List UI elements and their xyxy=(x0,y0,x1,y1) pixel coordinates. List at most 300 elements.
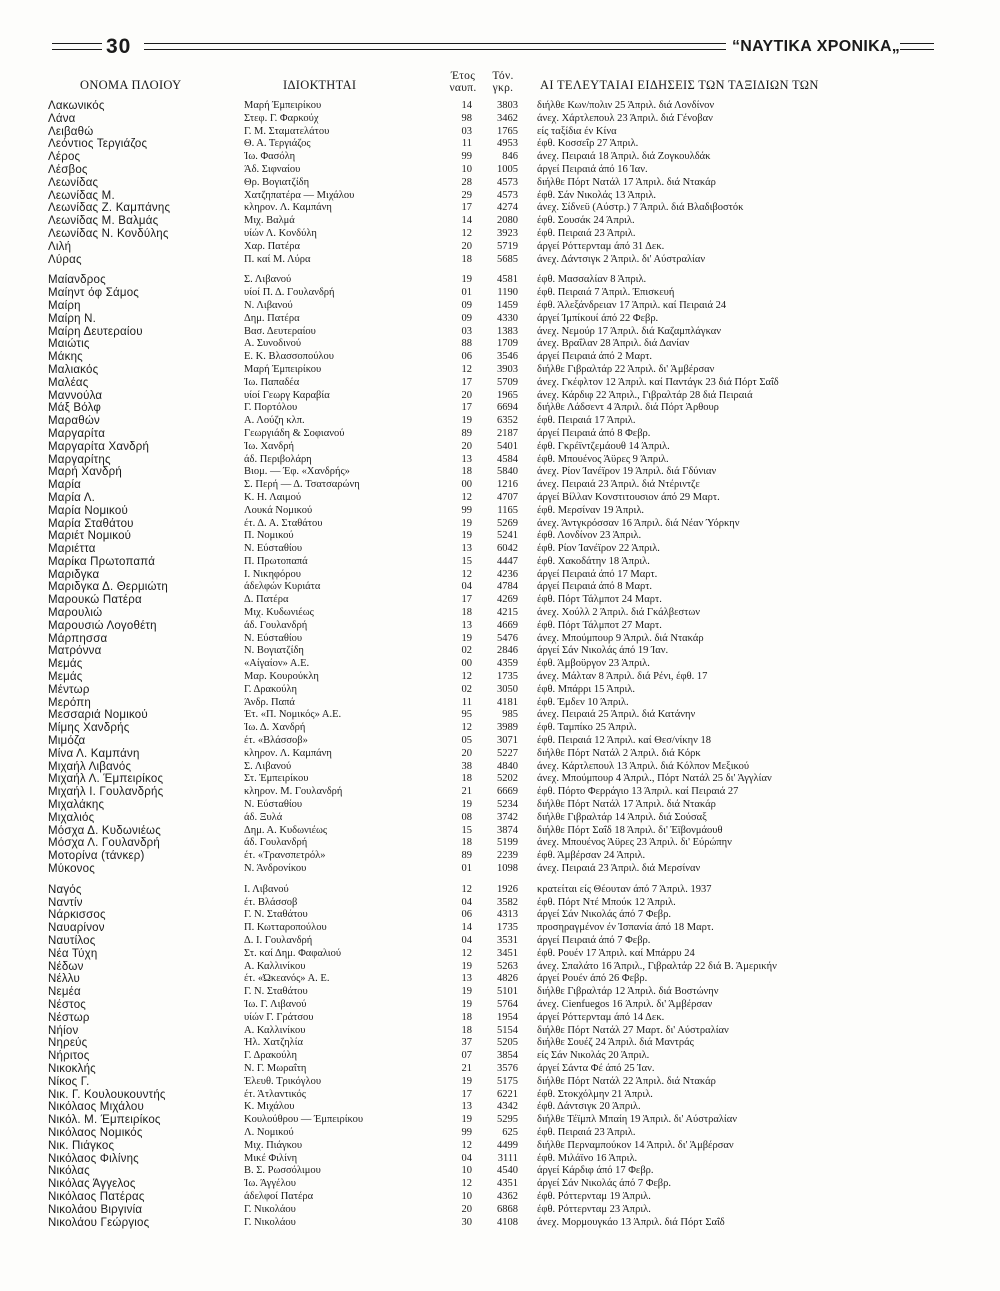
build-year: 06 xyxy=(461,351,472,363)
table-row xyxy=(0,415,1000,428)
voyage-news: διήλθε Πόρτ Νατάλ 2 Άπριλ. διά Κόρκ xyxy=(537,747,701,759)
tonnage: 4573 xyxy=(497,189,518,201)
voyage-news: διήλθε Πόρτ Νατάλ 17 Άπριλ. διά Ντακάρ xyxy=(537,176,716,188)
build-year: 19 xyxy=(461,1075,472,1087)
table-row xyxy=(0,948,1000,961)
table-row xyxy=(0,709,1000,722)
voyage-news: άνεχ. Μπουένος Άϋρες 23 Άπριλ. δι' Εύρώπην xyxy=(537,837,732,849)
table-row xyxy=(0,897,1000,910)
tonnage: 4181 xyxy=(497,696,518,708)
table-row xyxy=(0,722,1000,735)
build-year: 14 xyxy=(461,100,472,111)
ship-owner: Δημ. Α. Κυδωνιέως xyxy=(244,824,328,836)
voyage-news: έφθ. Μπουένος Άϋρες 9 Άπριλ. xyxy=(537,453,669,465)
voyage-news: άνεχ. Cienfuegos 16 Άπριλ. δι' Άμβέρσαν xyxy=(537,998,713,1010)
build-year: 19 xyxy=(461,1114,472,1126)
ship-owner: Βιομ. — Έφ. «Χανδρής» xyxy=(244,466,350,478)
ship-name: Μιχαλιός xyxy=(48,811,95,824)
voyage-news: είς ταξίδια έν Κίνα xyxy=(537,125,617,137)
tonnage: 1098 xyxy=(497,863,518,875)
ship-owner: Άδ. Σιφναίου xyxy=(244,163,301,175)
ship-owner: έτ. «Ώκεανός» Α. Ε. xyxy=(244,973,330,985)
voyage-news: έφθ. Πόρτ Τάλμποτ 27 Μαρτ. xyxy=(537,619,662,631)
ship-owner: άδελφών Κυριάτα xyxy=(244,581,321,593)
ship-group xyxy=(0,100,1000,266)
ship-name: Ναυαρίνον xyxy=(48,922,105,935)
build-year: 18 xyxy=(461,466,472,478)
table-row xyxy=(0,684,1000,697)
build-year: 12 xyxy=(461,883,472,895)
voyage-news: άργεί Σάν Νικολάς άπό 19 Ίαν. xyxy=(537,645,669,657)
build-year: 15 xyxy=(461,824,472,836)
ship-owner: Μαρή Έμπειρίκου xyxy=(244,100,322,111)
build-year: 17 xyxy=(461,1088,472,1100)
ship-name: Νικόλ. Μ. Έμπειρίκος xyxy=(48,1114,161,1127)
ship-owner: Στ. καί Δημ. Φαφαλιού xyxy=(244,947,342,959)
tonnage: 1735 xyxy=(497,922,518,934)
tonnage: 5269 xyxy=(497,517,518,529)
tonnage: 2080 xyxy=(497,215,518,227)
ship-name: Νέδων xyxy=(48,960,84,973)
ship-owner: Ίω. Χανδρή xyxy=(244,440,294,452)
voyage-news: άνεχ. Πειραιά 25 Άπριλ. διά Κατάνην xyxy=(537,709,696,721)
ship-owner: Μιχ. Πιάγκου xyxy=(244,1139,303,1151)
voyage-news: έφθ. Ρουέν 17 Άπριλ. καί Μπάρρυ 24 xyxy=(537,947,695,959)
table-row xyxy=(0,645,1000,658)
tonnage: 4584 xyxy=(497,453,518,465)
voyage-news: έφθ. Μασσαλίαν 8 Άπριλ. xyxy=(537,274,647,286)
voyage-news: είς Σάν Νικολάς 20 Άπριλ. xyxy=(537,1050,650,1062)
build-year: 98 xyxy=(461,112,472,124)
tonnage: 3531 xyxy=(497,935,518,946)
tonnage: 1765 xyxy=(497,125,518,137)
tonnage: 625 xyxy=(502,1126,518,1138)
tonnage: 4499 xyxy=(497,1139,518,1151)
build-year: 14 xyxy=(461,215,472,227)
build-year: 08 xyxy=(461,811,472,823)
ship-name: Ναντίν xyxy=(48,896,83,909)
table-row xyxy=(0,274,1000,287)
table-row xyxy=(0,1076,1000,1089)
build-year: 01 xyxy=(461,863,472,875)
ship-owner: άδ. Γουλανδρή xyxy=(244,619,308,631)
ship-name: Μερόπη xyxy=(48,696,92,709)
build-year: 18 xyxy=(461,607,472,619)
table-row xyxy=(0,1063,1000,1076)
table-row xyxy=(0,228,1000,241)
page-header xyxy=(52,36,934,58)
ship-owner: Β. Σ. Ρωσσόλιμου xyxy=(244,1165,321,1177)
build-year: 12 xyxy=(461,1139,472,1151)
ship-owner: Ν. Εύσταθίου xyxy=(244,632,303,644)
table-row xyxy=(0,190,1000,203)
ship-owner: Γ. Δρακούλη xyxy=(244,683,297,695)
tonnage: 6352 xyxy=(497,415,518,427)
ship-name: Λέσβος xyxy=(48,163,88,176)
ship-owner: Ν. Γ. Μωραΐτη xyxy=(244,1062,307,1074)
ship-owner: Π. Νομικού xyxy=(244,530,294,542)
tonnage: 1165 xyxy=(497,504,518,516)
ship-name: Μαλιακός xyxy=(48,363,99,376)
ship-owner: άδ. Περιβολάρη xyxy=(244,453,312,465)
voyage-news: διήλθε Πόρτ Σαΐδ 18 Άπριλ. δι' Έϊβονμάουθ xyxy=(537,824,723,836)
tonnage: 5175 xyxy=(497,1075,518,1087)
voyage-news: άνεχ. Νεμούρ 17 Άπριλ. διά Καζαμπλάγκαν xyxy=(537,325,722,337)
ship-owner: έτ. Άτλαντικός xyxy=(244,1088,306,1100)
ship-name: Λέρος xyxy=(48,151,81,164)
tonnage: 3462 xyxy=(497,112,518,124)
build-year: 12 xyxy=(461,1178,472,1190)
voyage-news: κρατείται είς Θέουταν άπό 7 Άπριλ. 1937 xyxy=(537,883,712,895)
ship-name: Μαρουσιώ Λογοθέτη xyxy=(48,619,157,632)
voyage-news: άργεί Βίλλαν Κονστιτουσιον άπό 29 Μαρτ. xyxy=(537,491,720,503)
build-year: 13 xyxy=(461,973,472,985)
ship-name: Μαρία Νομικού xyxy=(48,504,128,517)
build-year: 03 xyxy=(461,325,472,337)
voyage-news: έφθ. Ρόττερνταμ 23 Άπριλ. xyxy=(537,1203,651,1215)
voyage-news: άνεχ. Κάρτλεπουλ 13 Άπριλ. διά Κόλπον Μεξικού xyxy=(537,760,750,772)
table-row xyxy=(0,126,1000,139)
voyage-news: διήλθε Κων/πολιν 25 Άπριλ. διά Λονδίνον xyxy=(537,100,715,111)
ship-name: Μαίανδρος xyxy=(48,274,106,287)
table-row xyxy=(0,812,1000,825)
voyage-news: έφθ. Λονδίνον 23 Άπριλ. xyxy=(537,530,642,542)
ship-group xyxy=(0,274,1000,875)
table-row xyxy=(0,177,1000,190)
ship-name: Νικολάου Βιργινία xyxy=(48,1203,143,1216)
ship-name: Μάκης xyxy=(48,351,83,364)
tonnage: 5709 xyxy=(497,376,518,388)
build-year: 13 xyxy=(461,1101,472,1113)
ship-name: Νικ. Γ. Κουλουκουντής xyxy=(48,1088,166,1101)
ship-owner: υίοί Π. Δ. Γουλανδρή xyxy=(244,287,335,299)
ship-name: Ματρόννα xyxy=(48,645,102,658)
voyage-news: άνεχ. Μπούμπουρ 4 Άπριλ., Πόρτ Νατάλ 25 δι' Άγγλίαν xyxy=(537,773,772,785)
table-row xyxy=(0,884,1000,897)
table-row xyxy=(0,466,1000,479)
build-year: 20 xyxy=(461,1203,472,1215)
tonnage: 4342 xyxy=(497,1101,518,1113)
table-row xyxy=(0,1025,1000,1038)
ship-name: Μαργαρίτα xyxy=(48,427,106,440)
ship-name: Μάρπησσα xyxy=(48,632,108,645)
ship-owner: Γ. Πορτόλου xyxy=(244,402,298,414)
ship-owner: Α. Λούζη κλπ. xyxy=(244,415,305,427)
build-year: 02 xyxy=(461,683,472,695)
build-year: 19 xyxy=(461,960,472,972)
ship-name: Μοτορίνα (τάνκερ) xyxy=(48,850,145,863)
table-row xyxy=(0,922,1000,935)
build-year: 20 xyxy=(461,389,472,401)
ship-owner: Μαρ. Κουρούκλη xyxy=(244,671,319,683)
ship-owner: κληρον. Λ. Καμπάνη xyxy=(244,202,332,214)
ship-name: Μαριδγκα Δ. Θερμιώτη xyxy=(48,581,168,594)
table-row xyxy=(0,1165,1000,1178)
voyage-news: διήλθε Τέϊμπλ Μπαίη 19 Άπριλ. δι' Αύστραλίαν xyxy=(537,1114,737,1126)
build-year: 05 xyxy=(461,735,472,747)
table-row xyxy=(0,581,1000,594)
ship-owner: Γεωργιάδη & Σοφιανού xyxy=(244,427,345,439)
ship-owner: κληρον. Μ. Γουλανδρή xyxy=(244,786,343,798)
build-year: 99 xyxy=(461,1126,472,1138)
table-row xyxy=(0,202,1000,215)
voyage-news: έφθ. Μιλάϊνο 16 Άπριλ. xyxy=(537,1152,638,1164)
ship-name: Νικόλας xyxy=(48,1165,90,1178)
ship-name: Νικ. Πιάγκος xyxy=(48,1139,115,1152)
table-row xyxy=(0,254,1000,267)
tonnage: 3903 xyxy=(497,363,518,375)
build-year: 18 xyxy=(461,1011,472,1023)
ship-name: Νικόλαος Πατέρας xyxy=(48,1190,145,1203)
tonnage: 4573 xyxy=(497,176,518,188)
tonnage: 3546 xyxy=(497,351,518,363)
tonnage: 2187 xyxy=(497,427,518,439)
voyage-news: άνεχ. Σίδνεϋ (Αύστρ.) 7 Άπριλ. διά Βλαδιβοστόκ xyxy=(537,202,744,214)
tonnage: 2846 xyxy=(497,645,518,657)
tonnage: 4784 xyxy=(497,581,518,593)
build-year: 18 xyxy=(461,253,472,265)
ship-name: Μιμόζα xyxy=(48,735,86,748)
table-row xyxy=(0,1178,1000,1191)
table-row xyxy=(0,658,1000,671)
tonnage: 5101 xyxy=(497,986,518,998)
ship-owner: Κ. Μιχάλου xyxy=(244,1101,295,1113)
tonnage: 6669 xyxy=(497,786,518,798)
build-year: 19 xyxy=(461,986,472,998)
voyage-news: έφθ. Μπάρρι 15 Άπριλ. xyxy=(537,683,636,695)
build-year: 99 xyxy=(461,151,472,163)
ship-name: Λεόντιος Τεργιάζος xyxy=(48,138,148,151)
tonnage: 3989 xyxy=(497,722,518,734)
ship-name: Λιλή xyxy=(48,240,72,253)
tonnage: 2239 xyxy=(497,850,518,862)
ship-name: Ναυτίλος xyxy=(48,935,96,947)
ship-owner: Γ. Δρακούλη xyxy=(244,1050,297,1062)
ship-owner: Ίω. Παπαδέα xyxy=(244,376,300,388)
ship-name: Νικοκλής xyxy=(48,1062,96,1075)
voyage-news: άργεί Σάντα Φέ άπό 25 Ίαν. xyxy=(537,1062,655,1074)
voyage-news: άνεχ. Πειραιά 18 Άπριλ. διά Ζογκουλδάκ xyxy=(537,151,711,163)
tonnage: 5241 xyxy=(497,530,518,542)
table-row xyxy=(0,999,1000,1012)
page-number: 30 xyxy=(106,35,132,58)
ship-owner: Λουκά Νομικού xyxy=(244,504,313,516)
ship-group xyxy=(0,884,1000,1230)
voyage-news: έφθ. Ρίον Ίανέϊρον 22 Άπριλ. xyxy=(537,543,660,555)
build-year: 10 xyxy=(461,1190,472,1202)
tonnage: 1459 xyxy=(497,299,518,311)
ship-owner: Σ. Λιβανού xyxy=(244,274,292,286)
build-year: 12 xyxy=(461,363,472,375)
ship-name: Μύκονος xyxy=(48,863,95,876)
build-year: 00 xyxy=(461,479,472,491)
build-year: 17 xyxy=(461,402,472,414)
voyage-news: άνεχ. Μάλταν 8 Άπριλ. διά Ρένι, έφθ. 17 xyxy=(537,671,708,683)
table-row xyxy=(0,151,1000,164)
ship-owner: Σ. Λιβανού xyxy=(244,760,292,772)
voyage-news: έφθ. Χακοδάτην 18 Άπριλ. xyxy=(537,555,650,567)
build-year: 12 xyxy=(461,227,472,239)
ship-owner: Χατζηπατέρα — Μιχάλου xyxy=(244,189,355,201)
build-year: 19 xyxy=(461,632,472,644)
ship-name: Νέλλυ xyxy=(48,973,80,986)
voyage-news: άνεχ. Μπούμπουρ 9 Άπριλ. διά Ντακάρ xyxy=(537,632,704,644)
ship-name: Μαίρη Ν. xyxy=(48,312,97,325)
ship-name: Νάρκισσος xyxy=(48,909,106,922)
build-year: 17 xyxy=(461,594,472,606)
tonnage: 5685 xyxy=(497,253,518,265)
build-year: 10 xyxy=(461,163,472,175)
ship-name: Λεωνίδας Μ. xyxy=(48,189,115,202)
build-year: 18 xyxy=(461,1024,472,1036)
tonnage: 5199 xyxy=(497,837,518,849)
ship-owner: Κ. Η. Λαιμού xyxy=(244,491,302,503)
table-row xyxy=(0,1204,1000,1217)
voyage-news: άργεί Ίμπίκουί άπό 22 Φεβρ. xyxy=(537,312,659,324)
tonnage: 3111 xyxy=(497,1152,518,1164)
column-headers xyxy=(0,66,1000,100)
tonnage: 5263 xyxy=(497,960,518,972)
table-row xyxy=(0,530,1000,543)
build-year: 03 xyxy=(461,125,472,137)
column-header-name: ΟΝΟΜΑ ΠΛΟΙΟΥ xyxy=(80,78,182,92)
ship-owner: άδελφοί Πατέρα xyxy=(244,1190,314,1202)
voyage-news: έφθ. Γκρέϊντζεμάουθ 14 Άπριλ. xyxy=(537,440,670,452)
build-year: 28 xyxy=(461,176,472,188)
table-row xyxy=(0,1012,1000,1025)
ship-owner: Ν. Άνδρονίκου xyxy=(244,863,307,875)
table-row xyxy=(0,138,1000,151)
column-header-news: ΑΙ ΤΕΛΕΥΤΑΙΑΙ ΕΙΔΗΣΕΙΣ ΤΩΝ ΤΑΞΙΔΙΩΝ ΤΩΝ xyxy=(540,78,819,92)
table-row xyxy=(0,786,1000,799)
table-row xyxy=(0,961,1000,974)
ship-name: Λακωνικός xyxy=(48,100,105,112)
voyage-news: έφθ. Πόρτο Φερράγιο 13 Άπριλ. καί Πειραιά 27 xyxy=(537,786,739,798)
table-row xyxy=(0,671,1000,684)
table-row xyxy=(0,1037,1000,1050)
ship-name: Νέστωρ xyxy=(48,1011,90,1024)
ship-owner: υίών Λ. Κονδύλη xyxy=(244,227,317,239)
ship-owner: Ίω. Φασόλη xyxy=(244,151,296,163)
table-row xyxy=(0,492,1000,505)
ship-name: Μαρία xyxy=(48,479,81,492)
ship-owner: Δ. Πατέρα xyxy=(244,594,289,606)
build-year: 15 xyxy=(461,555,472,567)
tonnage: 1190 xyxy=(497,287,518,299)
build-year: 02 xyxy=(461,645,472,657)
build-year: 17 xyxy=(461,376,472,388)
tonnage: 3576 xyxy=(497,1062,518,1074)
tonnage: 4359 xyxy=(497,658,518,670)
voyage-news: άνεχ. Άντγκρόσσαν 16 Άπριλ. διά Νέαν Ύόρκην xyxy=(537,517,740,529)
voyage-news: έφθ. Δάντσιγκ 20 Άπριλ. xyxy=(537,1101,641,1113)
column-header-year: Έτος ναυπ. xyxy=(449,70,477,94)
ship-name: Μόσχα Δ. Κυδωνιέως xyxy=(48,824,161,837)
ship-name: Μαννούλα xyxy=(48,389,103,402)
column-header-tonnage: Τόν. γκρ. xyxy=(492,70,514,94)
table-row xyxy=(0,326,1000,339)
voyage-news: άργεί Πειραιά άπό 16 Ίαν. xyxy=(537,163,648,175)
ship-name: Λύρας xyxy=(48,253,82,266)
build-year: 01 xyxy=(461,287,472,299)
voyage-news: έφθ. Στοκχόλμην 21 Άπριλ. xyxy=(537,1088,653,1100)
voyage-news: προσηραγμένον έν Ίσπανία άπό 18 Μαρτ. xyxy=(537,922,714,934)
tonnage: 5840 xyxy=(497,466,518,478)
ship-owner: άδ. Ξυλά xyxy=(244,811,283,823)
ship-name: Νίκος Γ. xyxy=(48,1075,90,1088)
table-row xyxy=(0,1217,1000,1230)
ship-owner: Ε. Κ. Βλασσοπούλου xyxy=(244,351,334,363)
ship-name: Νήίον xyxy=(48,1024,79,1037)
header-rule-middle xyxy=(144,43,726,50)
tonnage: 5295 xyxy=(497,1114,518,1126)
ship-owner: Γ. Μ. Σταματελάτου xyxy=(244,125,330,137)
tonnage: 5227 xyxy=(497,747,518,759)
tonnage: 4330 xyxy=(497,312,518,324)
ship-name: Μαρουλιώ xyxy=(48,607,103,620)
ship-owner: Άνδρ. Παπά xyxy=(244,696,295,708)
table-row xyxy=(0,313,1000,326)
tonnage: 4269 xyxy=(497,594,518,606)
ship-name: Μίμης Χανδρής xyxy=(48,722,130,735)
ship-name: Μάξ Βόλφ xyxy=(48,402,102,415)
ship-owner: άδ. Γουλανδρή xyxy=(244,837,308,849)
build-year: 89 xyxy=(461,427,472,439)
table-row xyxy=(0,113,1000,126)
tonnage: 3451 xyxy=(497,947,518,959)
tonnage: 4215 xyxy=(497,607,518,619)
build-year: 09 xyxy=(461,312,472,324)
table-row xyxy=(0,402,1000,415)
ship-name: Μαργαρίτης xyxy=(48,453,111,466)
ship-owner: έτ. «Βλάσσοβ» xyxy=(244,735,308,747)
ship-name: Μιχαλάκης xyxy=(48,799,105,812)
ship-owner: Χαρ. Πατέρα xyxy=(244,240,301,252)
ship-owner: Μικέ Φιλίνη xyxy=(244,1152,298,1164)
build-year: 20 xyxy=(461,440,472,452)
voyage-news: άνεχ. Χάρτλεπουλ 23 Άπριλ. διά Γένοβαν xyxy=(537,112,713,124)
table-row xyxy=(0,773,1000,786)
ship-owner: Π. Πρωτοπαπά xyxy=(244,555,308,567)
table-row xyxy=(0,1191,1000,1204)
table-row xyxy=(0,241,1000,254)
ship-owner: Δ. Ι. Γουλανδρή xyxy=(244,935,313,946)
table-row xyxy=(0,633,1000,646)
build-year: 19 xyxy=(461,415,472,427)
table-row xyxy=(0,1153,1000,1166)
table-row xyxy=(0,1089,1000,1102)
ship-owner: Μαρή Έμπειρίκου xyxy=(244,363,322,375)
voyage-news: έφθ. Άμβέρσαν 24 Άπριλ. xyxy=(537,850,646,862)
voyage-news: διήλθε Γιβραλτάρ 22 Άπριλ. δι' Άμβέρσαν xyxy=(537,363,715,375)
ship-owner: Θρ. Βογιατζίδη xyxy=(244,176,310,188)
table-row xyxy=(0,607,1000,620)
tonnage: 1383 xyxy=(497,325,518,337)
tonnage: 6868 xyxy=(497,1203,518,1215)
ship-name: Μαρή Χανδρή xyxy=(48,466,122,479)
ship-owner: Ι. Λιβανού xyxy=(244,883,289,895)
tonnage: 1709 xyxy=(497,338,518,350)
build-year: 06 xyxy=(461,909,472,921)
build-year: 12 xyxy=(461,722,472,734)
table-row xyxy=(0,850,1000,863)
ship-name: Μεμάς xyxy=(48,658,83,671)
voyage-news: έφθ. Άλεξάνδρειαν 17 Άπριλ. καί Πειραιά 24 xyxy=(537,299,727,311)
table-row xyxy=(0,837,1000,850)
voyage-news: διήλθε Περναμπούκον 14 Άπριλ. δι' Άμβέρσαν xyxy=(537,1139,734,1151)
tonnage: 3582 xyxy=(497,896,518,908)
voyage-news: άνεχ. Χούλλ 2 Άπριλ. διά Γκάλβεστων xyxy=(537,607,701,619)
